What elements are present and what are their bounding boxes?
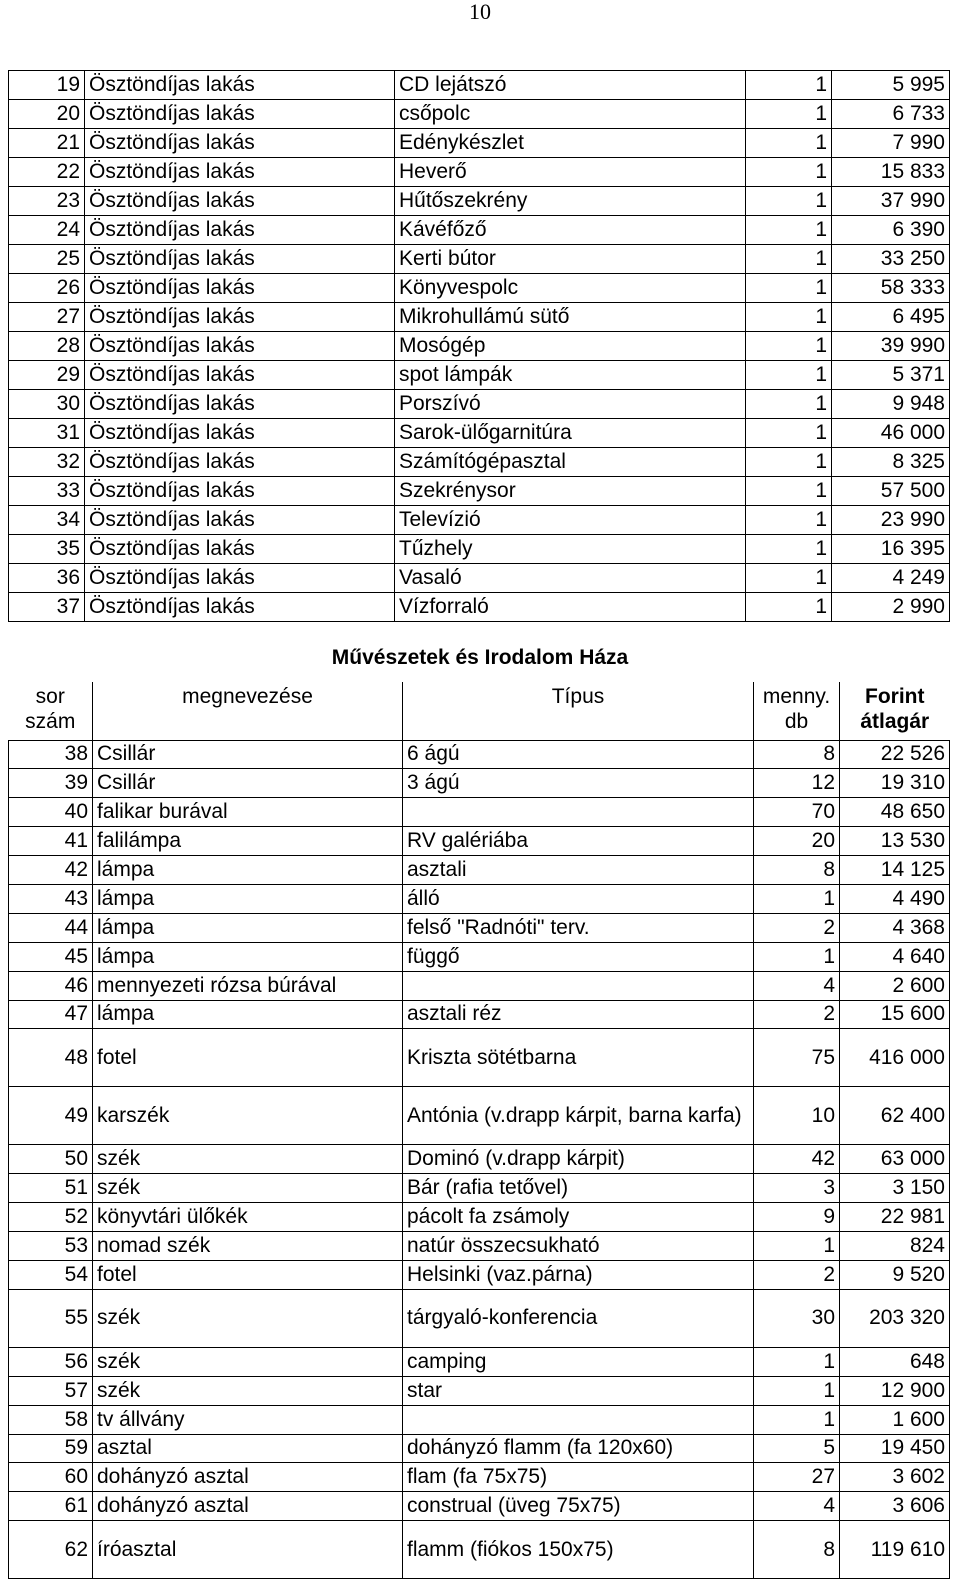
row-number-cell: 49 [9,1087,93,1145]
price-cell: 648 [840,1347,950,1376]
quantity-cell: 1 [746,361,832,390]
row-number-cell: 56 [9,1347,93,1376]
price-cell: 19 450 [840,1434,950,1463]
table-row [9,361,950,390]
price-cell: 23 990 [832,506,950,535]
table-row [9,798,950,827]
item-type-cell: camping [403,1347,754,1376]
item-type-cell: tárgyaló-konferencia [403,1289,754,1347]
quantity-cell: 30 [754,1289,840,1347]
page-number: 10 [469,0,491,24]
item-type-cell: Könyvespolc [395,274,746,303]
quantity-cell: 1 [746,332,832,361]
item-name-cell: Ösztöndíjas lakás [85,274,395,303]
row-number-cell: 37 [9,593,85,622]
row-number-cell: 26 [9,274,85,303]
table-row [9,1174,950,1203]
item-name-cell: Ösztöndíjas lakás [85,100,395,129]
price-cell: 37 990 [832,187,950,216]
item-type-cell [403,1405,754,1434]
price-cell: 9 520 [840,1260,950,1289]
table-row [9,1289,950,1347]
price-cell: 22 981 [840,1203,950,1232]
quantity-cell: 1 [746,303,832,332]
item-name-cell: Csillár [93,769,403,798]
item-name-cell: Ösztöndíjas lakás [85,71,395,100]
item-type-cell: CD lejátszó [395,71,746,100]
row-number-cell: 40 [9,798,93,827]
price-cell: 3 602 [840,1463,950,1492]
price-cell: 14 125 [840,856,950,885]
row-number-cell: 25 [9,245,85,274]
table-row [9,535,950,564]
row-number-cell: 23 [9,187,85,216]
quantity-cell: 1 [746,274,832,303]
row-number-cell: 50 [9,1145,93,1174]
price-cell: 4 490 [840,884,950,913]
row-number-cell: 33 [9,477,85,506]
item-name-cell: Ösztöndíjas lakás [85,419,395,448]
quantity-cell: 1 [754,1347,840,1376]
quantity-cell: 10 [754,1087,840,1145]
item-type-cell: star [403,1376,754,1405]
item-name-cell: szék [93,1376,403,1405]
item-name-cell: falikar burával [93,798,403,827]
price-cell: 46 000 [832,419,950,448]
table-row [9,1232,950,1261]
item-name-cell: Ösztöndíjas lakás [85,448,395,477]
item-name-cell: fotel [93,1260,403,1289]
row-number-cell: 30 [9,390,85,419]
header-megnevezese: megnevezése [93,682,403,740]
table-row [9,100,950,129]
price-cell: 16 395 [832,535,950,564]
header-sorszam: sor szám [9,682,93,740]
quantity-cell: 8 [754,1521,840,1579]
table-row [9,913,950,942]
row-number-cell: 38 [9,740,93,769]
inventory-table-arts-house [8,682,950,1579]
table-row [9,1087,950,1145]
price-cell: 33 250 [832,245,950,274]
quantity-cell: 70 [754,798,840,827]
price-cell: 5 995 [832,71,950,100]
item-type-cell: Mosógép [395,332,746,361]
item-type-cell: Helsinki (vaz.párna) [403,1260,754,1289]
price-cell: 12 900 [840,1376,950,1405]
header-mennyiseg: menny. db [754,682,840,740]
item-type-cell: Kávéfőző [395,216,746,245]
table-row [9,1029,950,1087]
row-number-cell: 46 [9,971,93,1000]
item-name-cell: lámpa [93,1000,403,1029]
quantity-cell: 27 [754,1463,840,1492]
quantity-cell: 2 [754,913,840,942]
item-name-cell: fotel [93,1029,403,1087]
item-type-cell: csőpolc [395,100,746,129]
table-row [9,1492,950,1521]
price-cell: 62 400 [840,1087,950,1145]
header-tipus: Típus [403,682,754,740]
row-number-cell: 34 [9,506,85,535]
item-type-cell: Bár (rafia tetővel) [403,1174,754,1203]
quantity-cell: 8 [754,856,840,885]
item-name-cell: Ösztöndíjas lakás [85,158,395,187]
item-type-cell: Edénykészlet [395,129,746,158]
item-type-cell: Porszívó [395,390,746,419]
item-type-cell: Hűtőszekrény [395,187,746,216]
table-row [9,971,950,1000]
row-number-cell: 31 [9,419,85,448]
price-cell: 22 526 [840,740,950,769]
row-number-cell: 28 [9,332,85,361]
quantity-cell: 1 [754,1232,840,1261]
item-name-cell: Ösztöndíjas lakás [85,564,395,593]
item-name-cell: Ösztöndíjas lakás [85,216,395,245]
price-cell: 119 610 [840,1521,950,1579]
item-name-cell: dohányzó asztal [93,1463,403,1492]
table-row [9,274,950,303]
row-number-cell: 20 [9,100,85,129]
row-number-cell: 55 [9,1289,93,1347]
quantity-cell: 1 [746,245,832,274]
quantity-cell: 1 [746,564,832,593]
item-type-cell: álló [403,884,754,913]
quantity-cell: 2 [754,1260,840,1289]
price-cell: 57 500 [832,477,950,506]
item-type-cell: Mikrohullámú sütő [395,303,746,332]
item-name-cell: lámpa [93,942,403,971]
table-row [9,332,950,361]
table-row [9,448,950,477]
quantity-cell: 3 [754,1174,840,1203]
item-type-cell [403,971,754,1000]
row-number-cell: 43 [9,884,93,913]
table-row [9,856,950,885]
table-row [9,1260,950,1289]
price-cell: 203 320 [840,1289,950,1347]
item-name-cell: lámpa [93,913,403,942]
item-name-cell: Ösztöndíjas lakás [85,187,395,216]
table-row [9,942,950,971]
row-number-cell: 29 [9,361,85,390]
item-type-cell: spot lámpák [395,361,746,390]
table-row [9,1405,950,1434]
item-name-cell: szék [93,1145,403,1174]
quantity-cell: 1 [746,100,832,129]
item-name-cell: Ösztöndíjas lakás [85,535,395,564]
price-cell: 63 000 [840,1145,950,1174]
quantity-cell: 1 [754,884,840,913]
item-type-cell: Vízforraló [395,593,746,622]
quantity-cell: 1 [746,593,832,622]
item-type-cell: Tűzhely [395,535,746,564]
price-cell: 15 600 [840,1000,950,1029]
price-cell: 19 310 [840,769,950,798]
item-type-cell: Televízió [395,506,746,535]
quantity-cell: 1 [746,216,832,245]
item-type-cell: Antónia (v.drapp kárpit, barna karfa) [403,1087,754,1145]
item-name-cell: Csillár [93,740,403,769]
table-row [9,1463,950,1492]
table-row [9,1203,950,1232]
price-cell: 1 600 [840,1405,950,1434]
price-cell: 13 530 [840,827,950,856]
item-type-cell: Heverő [395,158,746,187]
item-name-cell: Ösztöndíjas lakás [85,593,395,622]
item-name-cell: Ösztöndíjas lakás [85,332,395,361]
quantity-cell: 4 [754,1492,840,1521]
table-row [9,187,950,216]
item-type-cell: függő [403,942,754,971]
item-type-cell: Kriszta sötétbarna [403,1029,754,1087]
row-number-cell: 27 [9,303,85,332]
row-number-cell: 59 [9,1434,93,1463]
table-row [9,1434,950,1463]
row-number-cell: 48 [9,1029,93,1087]
quantity-cell: 1 [746,506,832,535]
table-row [9,1347,950,1376]
section-title: Művészetek és Irodalom Háza [331,646,629,669]
row-number-cell: 61 [9,1492,93,1521]
row-number-cell: 42 [9,856,93,885]
quantity-cell: 12 [754,769,840,798]
item-type-cell: asztali [403,856,754,885]
item-type-cell: flamm (fiókos 150x75) [403,1521,754,1579]
price-cell: 6 390 [832,216,950,245]
item-type-cell: Vasaló [395,564,746,593]
header-forint-atlagar: Forint átlagár [840,682,950,740]
item-type-cell: natúr összecsukható [403,1232,754,1261]
row-number-cell: 60 [9,1463,93,1492]
price-cell: 416 000 [840,1029,950,1087]
item-type-cell: 3 ágú [403,769,754,798]
row-number-cell: 62 [9,1521,93,1579]
quantity-cell: 1 [754,1376,840,1405]
quantity-cell: 1 [746,158,832,187]
table-row [9,71,950,100]
price-cell: 6 733 [832,100,950,129]
table-row [9,593,950,622]
item-name-cell: Ösztöndíjas lakás [85,506,395,535]
quantity-cell: 4 [754,971,840,1000]
row-number-cell: 24 [9,216,85,245]
table-row [9,129,950,158]
table-row [9,1000,950,1029]
item-name-cell: falilámpa [93,827,403,856]
table-row [9,827,950,856]
item-name-cell: dohányzó asztal [93,1492,403,1521]
item-name-cell: Ösztöndíjas lakás [85,129,395,158]
item-type-cell: asztali réz [403,1000,754,1029]
table-row [9,158,950,187]
row-number-cell: 45 [9,942,93,971]
item-type-cell: Szekrénysor [395,477,746,506]
item-type-cell [403,798,754,827]
item-name-cell: szék [93,1347,403,1376]
quantity-cell: 2 [754,1000,840,1029]
item-name-cell: asztal [93,1434,403,1463]
item-name-cell: tv állvány [93,1405,403,1434]
quantity-cell: 1 [746,71,832,100]
item-type-cell: Sarok-ülőgarnitúra [395,419,746,448]
quantity-cell: 1 [754,1405,840,1434]
price-cell: 4 640 [840,942,950,971]
item-type-cell: Kerti bútor [395,245,746,274]
row-number-cell: 54 [9,1260,93,1289]
row-number-cell: 19 [9,71,85,100]
item-name-cell: szék [93,1174,403,1203]
item-name-cell: lámpa [93,856,403,885]
quantity-cell: 1 [746,129,832,158]
table-row [9,1521,950,1579]
item-type-cell: flam (fa 75x75) [403,1463,754,1492]
table-row [9,740,950,769]
price-cell: 2 990 [832,593,950,622]
row-number-cell: 58 [9,1405,93,1434]
quantity-cell: 9 [754,1203,840,1232]
table-row [9,884,950,913]
price-cell: 5 371 [832,361,950,390]
row-number-cell: 47 [9,1000,93,1029]
item-type-cell: construal (üveg 75x75) [403,1492,754,1521]
row-number-cell: 39 [9,769,93,798]
row-number-cell: 44 [9,913,93,942]
item-type-cell: Számítógépasztal [395,448,746,477]
quantity-cell: 1 [746,448,832,477]
row-number-cell: 32 [9,448,85,477]
quantity-cell: 1 [746,187,832,216]
price-cell: 6 495 [832,303,950,332]
price-cell: 48 650 [840,798,950,827]
table-row [9,1376,950,1405]
price-cell: 4 368 [840,913,950,942]
price-cell: 9 948 [832,390,950,419]
item-name-cell: Ösztöndíjas lakás [85,477,395,506]
table-row [9,216,950,245]
inventory-table-scholarship-flat [8,70,950,622]
item-name-cell: Ösztöndíjas lakás [85,303,395,332]
item-name-cell: nomad szék [93,1232,403,1261]
row-number-cell: 22 [9,158,85,187]
table-row [9,506,950,535]
row-number-cell: 57 [9,1376,93,1405]
item-name-cell: íróasztal [93,1521,403,1579]
item-type-cell: Dominó (v.drapp kárpit) [403,1145,754,1174]
table-row [9,564,950,593]
quantity-cell: 75 [754,1029,840,1087]
item-name-cell: szék [93,1289,403,1347]
row-number-cell: 41 [9,827,93,856]
price-cell: 2 600 [840,971,950,1000]
row-number-cell: 51 [9,1174,93,1203]
price-cell: 7 990 [832,129,950,158]
table-row [9,303,950,332]
price-cell: 4 249 [832,564,950,593]
row-number-cell: 35 [9,535,85,564]
row-number-cell: 21 [9,129,85,158]
table-row [9,1145,950,1174]
quantity-cell: 5 [754,1434,840,1463]
quantity-cell: 1 [754,942,840,971]
price-cell: 3 150 [840,1174,950,1203]
table-row [9,769,950,798]
price-cell: 824 [840,1232,950,1261]
item-type-cell: RV galériába [403,827,754,856]
price-cell: 3 606 [840,1492,950,1521]
quantity-cell: 1 [746,535,832,564]
quantity-cell: 1 [746,477,832,506]
item-type-cell: pácolt fa zsámoly [403,1203,754,1232]
item-name-cell: mennyezeti rózsa búrával [93,971,403,1000]
item-type-cell: felső "Radnóti" terv. [403,913,754,942]
item-name-cell: Ösztöndíjas lakás [85,245,395,274]
item-type-cell: dohányzó flamm (fa 120x60) [403,1434,754,1463]
table-row [9,477,950,506]
table-row [9,390,950,419]
row-number-cell: 36 [9,564,85,593]
item-name-cell: könyvtári ülőkék [93,1203,403,1232]
price-cell: 39 990 [832,332,950,361]
row-number-cell: 53 [9,1232,93,1261]
item-type-cell: 6 ágú [403,740,754,769]
row-number-cell: 52 [9,1203,93,1232]
table-row [9,419,950,448]
item-name-cell: lámpa [93,884,403,913]
item-name-cell: Ösztöndíjas lakás [85,390,395,419]
quantity-cell: 1 [746,419,832,448]
price-cell: 8 325 [832,448,950,477]
price-cell: 58 333 [832,274,950,303]
quantity-cell: 1 [746,390,832,419]
item-name-cell: Ösztöndíjas lakás [85,361,395,390]
table-row [9,245,950,274]
price-cell: 15 833 [832,158,950,187]
quantity-cell: 8 [754,740,840,769]
quantity-cell: 20 [754,827,840,856]
item-name-cell: karszék [93,1087,403,1145]
table-header-row [9,682,950,740]
quantity-cell: 42 [754,1145,840,1174]
